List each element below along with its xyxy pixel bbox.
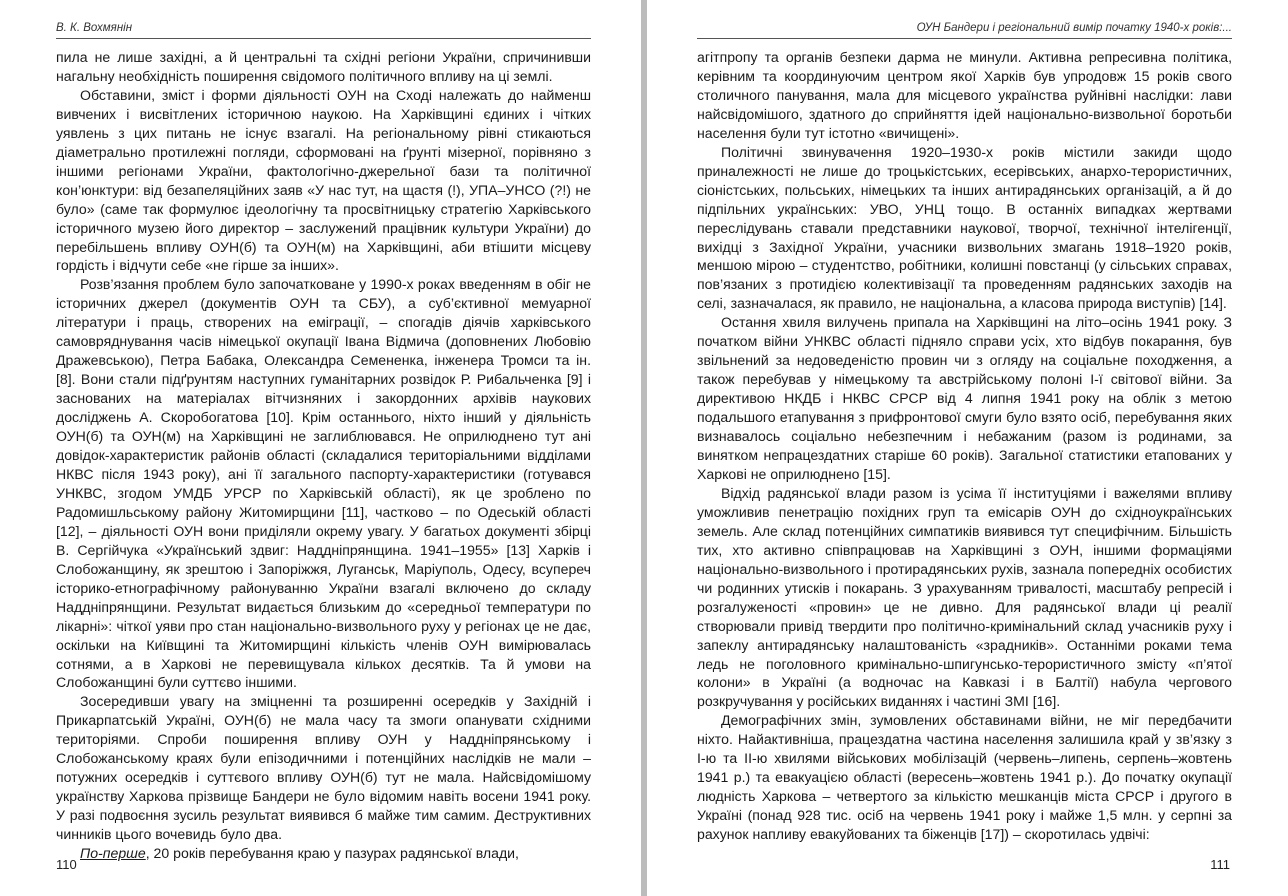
paragraph-last [56, 844, 591, 863]
right-page-text [697, 48, 1232, 844]
paragraph: Обставини, зміст і форми діяльності ОУН на Сході належать до найменш вивчених і висвітлених історичною наукою. На Харківщині єдиних і чітких уявлень з цих питань не існує взагалі. На регіональному рівні стикаються діаметрально протилежні погляди, сформовані на ґрунті мізерної, порівняно з іншими регіонами України, фактологічно-джерельної бази та політичної кон’юнктури: від безапеляційних заяв «У нас тут, на щастя (!), УПА–УНСО (?!) не було» (саме так формулює ідеологічну та просвітницьку стратегію Харківського історичного музею його директор – заслужений працівник культури України) до перебільшень впливу ОУН(б) та ОУН(м) на Харківщині, аби втішити місцеву гордість і відчути себе «не гірше за інших». [56, 86, 591, 274]
paragraph: Розв’язання проблем було започатковане у 1990-х роках введенням в обіг не історичних джерел (документів ОУН та СБУ), а суб’єктивної мемуарної літератури і праць, створених на еміграції, – спогадів діячів харківського самовряднування часів німецької окупації Івана Відмича (доповнених Любовію Дражевською), Петра Бабака, Олександра Семененка, інженера Тромси та ін. [8]. Вони стали підґрунтям наступних гуманітарних розвідок Р. Рибальченка [9] і заснованих на матеріалах вітчизняних і закордонних архівів наукових досліджень А. Скоробогатова [10]. Крім останнього, ніхто інший у діяльність ОУН(б) та ОУН(м) на Харківщині не заглиблювався. Не оприлюднено тут ані довідок-характеристик районів області (складалися територіальними відділами НКВС після 1943 року), ані її загального паспорту-характеристики (готувався УНКВС, згодом УМДБ УРСР по Харківській області), як це зроблено по Радомишльському району Житомирщини [11], частково – по Одеській області [12], – діяльності ОУН вони приділяли окрему увагу. У багатьох документі збірці В. Сергійчука «Український здвиг: Наддніпрянщина. 1941–1955» [13] Харків і Слобожанщину, як зрештою і Запоріжжя, Луганськ, Маріуполь, Одесу, всупереч історико-етнографічному районуванню України взагалі включено до складу Наддніпрянщини. Результат видається близьким до «середньої температури по лікарні»: чіткої уяви про стан національно-визвольного руху у регіонах це не дає, оскільки на Київщині та Житомирщині кількість членів ОУН вимірювалась сотнями, а в Харкові не перевищувала кількох десятків. Та й умови на Слобожанщині були суттєво іншими. [56, 276, 591, 691]
running-head-title: ОУН Бандери і регіональний вимір початку 1940-х років:... [697, 22, 1232, 39]
page-number: 110 [56, 857, 77, 872]
paragraph: Політичні звинувачення 1920–1930-х років містили закиди щодо приналежності не лише до троцькістських, есерівських, анархо-терористичних, сіоністських, польських, німецьких та інших антирадянських організацій, а й до підпільних українських: УВО, УНЦ тощо. В останніх випадках жертвами переслідувань ставали представники наукової, творчої, технічної інтелігенції, вихідці з Західної України, учасники визвольних змагань 1918–1920 років, меншою мірою – студентство, робітники, колишні повстанці (у сільських справах, пов’язаних з протидією колективізації та проведенням радянських заходів на селі, зазначалася, як правило, не національна, а класова природа виступів) [14]. [697, 143, 1232, 312]
paragraph: Демографічних змін, зумовлених обставинами війни, не міг передбачити ніхто. Найактивніша, працездатна частина населення залишила край у зв’язку з І-ю та ІІ-ю хвилями військових мобілізацій (червень–липень, серпень–жовтень 1941 р.) та евакуацією області (вересень–жовтень 1941 р.). До початку окупації людність Харкова – четвертого за кількістю мешканців міста СРСР і другого в Україні (понад 928 тис. осіб на червень 1941 року і майже 1,5 млн. у серпні за рахунок напливу евакуйованих та біженців [17]) – скоротилась удвічі: [697, 712, 1232, 843]
right-page [647, 0, 1288, 896]
paragraph: Відхід радянської влади разом із усіма її інституціями і важелями впливу уможливив пенетрацію похідних груп та емісарів ОУН до східноукраїнських земель. Але склад потенційних симпатиків виявився тут специфічним. Більшість тих, хто активно співпрацював на Харківщині з ОУН, іншими формаціями національно-визвольного і протирадянських рухів, зазнала попередніх особистих чи родинних утисків і покарань. З урахуванням тривалості, масштабу репресій і розгалуженості «провин» це не дивно. Для радянської влади ці реалії створювали привід твердити про політично-кримінальний склад учасників руху і запеклу антирадянську налаштованість «зрадників». Останніми роками тема ледь не поголовного кримінально-шпигунсько-терористичного змісту «п’ятої колони» в Україні (а водночас на Кавказі і в Балтії) набула чергового розкручування у російських виданнях і частині ЗМІ [16]. [697, 484, 1232, 710]
paragraph: Зосередивши увагу на зміцненні та розширенні осередків у Західній і Прикарпатській Україні, ОУН(б) не мала часу та змоги опанувати східними територіями. Спроби поширення впливу ОУН у Наддніпрянському і Слобожанському краях були епізодичними і потенційних наслідків не мали – потужних осередків і суттєвого впливу ОУН(б) тут не мала. Найсвідомішому українству Харкова прізвище Бандери не було відомим навіть восени 1941 року. У разі подвоєння зусиль результат виявився б майже тим самим. Деструктивних чинників цього вочевидь було два. [56, 693, 591, 843]
running-head-author: В. К. Вохмянін [56, 22, 591, 39]
left-page [0, 0, 641, 896]
emphasis-lead: По-перше [80, 845, 146, 862]
paragraph-rest: , 20 років перебування краю у пазурах радянської влади, [145, 845, 519, 862]
paragraph: агітпропу та органів безпеки дарма не минули. Активна репресивна політика, керівним та координуючим центром якої Харків був упродовж 15 років свого столичного панування, мала для місцевого українства руйнівні наслідки: лави найсвідомішого, здатного до сприйняття ідей національно-визвольної боротьби населення були тут істотно «вичищені». [697, 49, 1232, 141]
paragraph: пила не лише західні, а й центральні та східні регіони України, спричинивши нагальну необхідність поширення свідомого політичного впливу на ці землі. [56, 49, 591, 84]
left-page-text [56, 48, 591, 863]
paragraph: Остання хвиля вилучень припала на Харківщині на літо–осінь 1941 року. З початком війни УНКВС області підняло справи усіх, хто відбув покарання, був звільнений за недоведеністю провин чи з огляду на соціальне походження, а також перебував у німецькому та австрійському полоні І-ї світової війни. За директивою НКДБ і НКВС СРСР від 4 липня 1941 року на облік з метою подальшого етапування з прифронтової смуги було взято осіб, перебування яких визнавалось соціально небезпечним і небажаним (разом із родинами, за винятком непрацездатних старіше 60 років). Загальної статистики етапованих у Харкові не оприлюднено [15]. [697, 314, 1232, 482]
page-number: 111 [1210, 857, 1230, 872]
